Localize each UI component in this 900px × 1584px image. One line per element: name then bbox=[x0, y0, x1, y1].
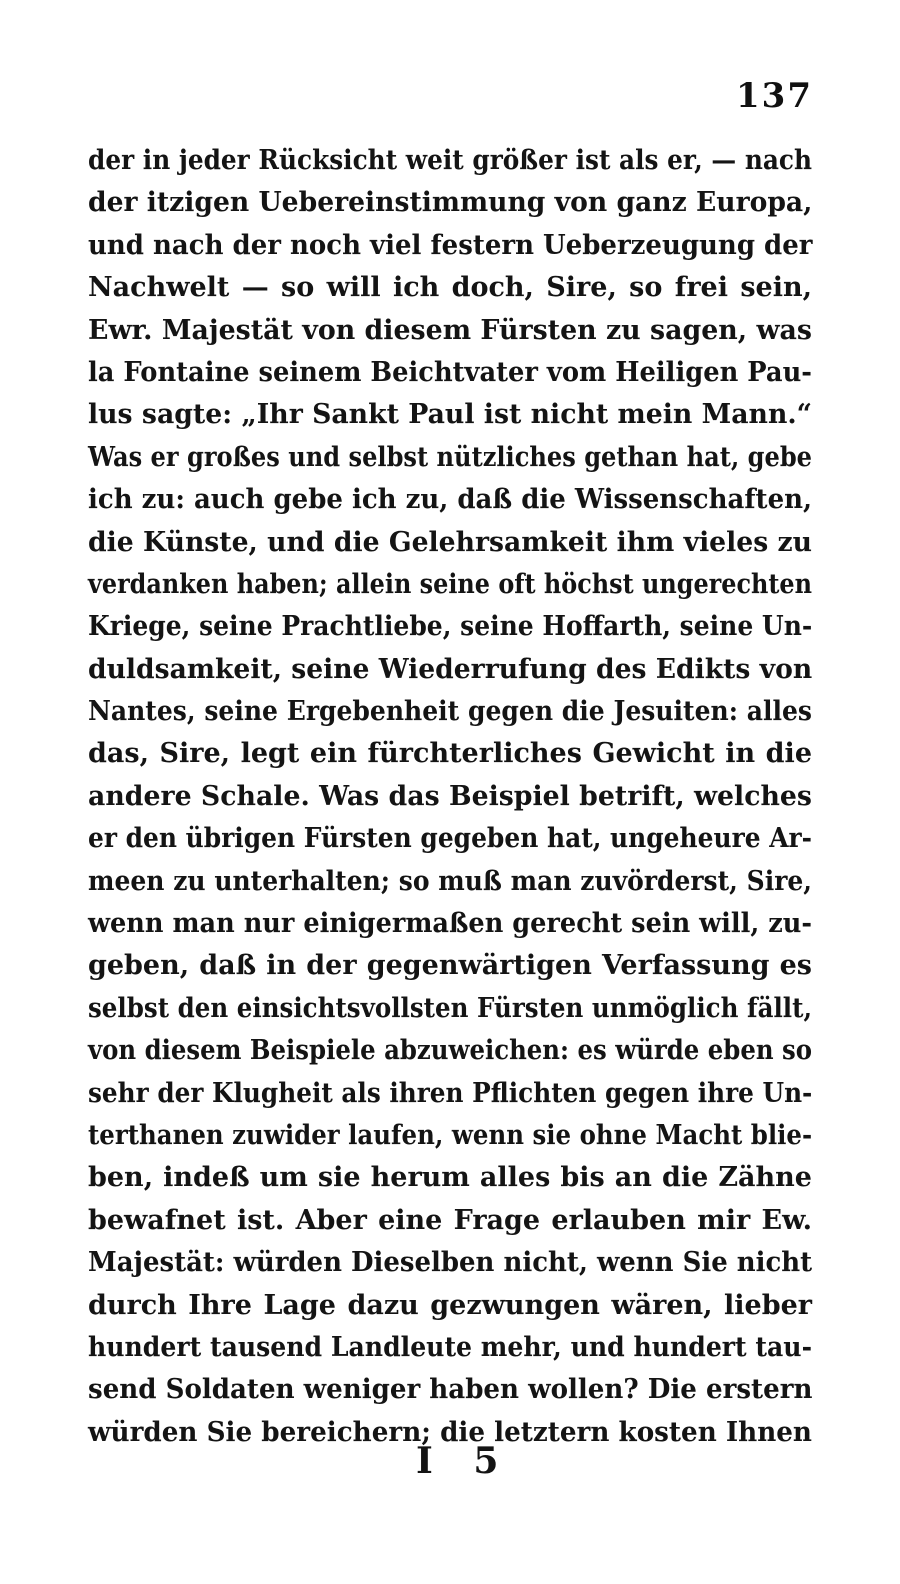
text-line: die Künste, und die Gelehrsamkeit ihm vieles zu bbox=[88, 526, 813, 558]
text-line: selbst den einsichtsvollsten Fürsten unmöglich fällt, bbox=[88, 992, 812, 1024]
text-line: von diesem Beispiele abzuweichen: es würde eben so bbox=[88, 1035, 813, 1067]
text-line: sehr der Klugheit als ihren Pflichten gegen ihre Un- bbox=[88, 1077, 813, 1109]
text-line: durch Ihre Lage dazu gezwungen wären, lieber bbox=[88, 1289, 812, 1321]
text-line: meen zu unterhalten; so muß man zuvörderst, Sire, bbox=[88, 865, 812, 897]
text-line: verdanken haben; allein seine oft höchst ungerechten bbox=[88, 568, 813, 600]
body-text bbox=[88, 140, 812, 1454]
text-line: duldsamkeit, seine Wiederrufung des Edikts von bbox=[88, 653, 813, 685]
text-line: das, Sire, legt ein fürchterliches Gewicht in die bbox=[88, 738, 812, 770]
text-line: Majestät: würden Dieselben nicht, wenn Sie nicht bbox=[88, 1247, 813, 1279]
text-line: Ewr. Majestät von diesem Fürsten zu sagen, was bbox=[88, 314, 813, 346]
text-line: wenn man nur einigermaßen gerecht sein will, zu- bbox=[88, 908, 812, 940]
text-line: und nach der noch viel festern Ueberzeugung der bbox=[88, 229, 813, 261]
text-line: la Fontaine seinem Beichtvater vom Heiligen Pau- bbox=[88, 356, 812, 388]
text-line: der itzigen Uebereinstimmung von ganz Europa, bbox=[88, 187, 813, 219]
text-line: terthanen zuwider laufen, wenn sie ohne Macht blie- bbox=[88, 1119, 813, 1151]
text-line: hundert tausend Landleute mehr, und hundert tau- bbox=[88, 1331, 813, 1363]
text-line: würden Sie bereichern; die letztern kosten Ihnen bbox=[88, 1416, 812, 1448]
signature-mark: I 5 bbox=[416, 1440, 513, 1482]
text-line: er den übrigen Fürsten gegeben hat, ungeheure Ar- bbox=[88, 823, 813, 855]
text-line: der in jeder Rücksicht weit größer ist als er, — nach bbox=[88, 145, 812, 176]
text-line: lus sagte: „Ihr Sankt Paul ist nicht mein Mann.“ bbox=[88, 399, 813, 431]
text-line: geben, daß in der gegenwärtigen Verfassung es bbox=[88, 950, 812, 982]
text-line: Was er großes und selbst nützliches gethan hat, gebe bbox=[88, 441, 813, 473]
page-number: 137 bbox=[736, 76, 813, 116]
text-line: send Soldaten weniger haben wollen? Die erstern bbox=[88, 1374, 813, 1406]
text-line: ben, indeß um sie herum alles bis an die Zähne bbox=[88, 1162, 812, 1194]
text-line: bewafnet ist. Aber eine Frage erlauben mir Ew. bbox=[88, 1204, 812, 1236]
text-line: Kriege, seine Prachtliebe, seine Hoffarth, seine Un- bbox=[88, 611, 813, 643]
text-line: Nantes, seine Ergebenheit gegen die Jesuiten: alles bbox=[88, 696, 812, 728]
text-line: andere Schale. Was das Beispiel betrift, welches bbox=[88, 780, 812, 812]
text-line: Nachwelt — so will ich doch, Sire, so frei sein, bbox=[88, 272, 812, 304]
text-line: ich zu: auch gebe ich zu, daß die Wissenschaften, bbox=[88, 484, 813, 516]
